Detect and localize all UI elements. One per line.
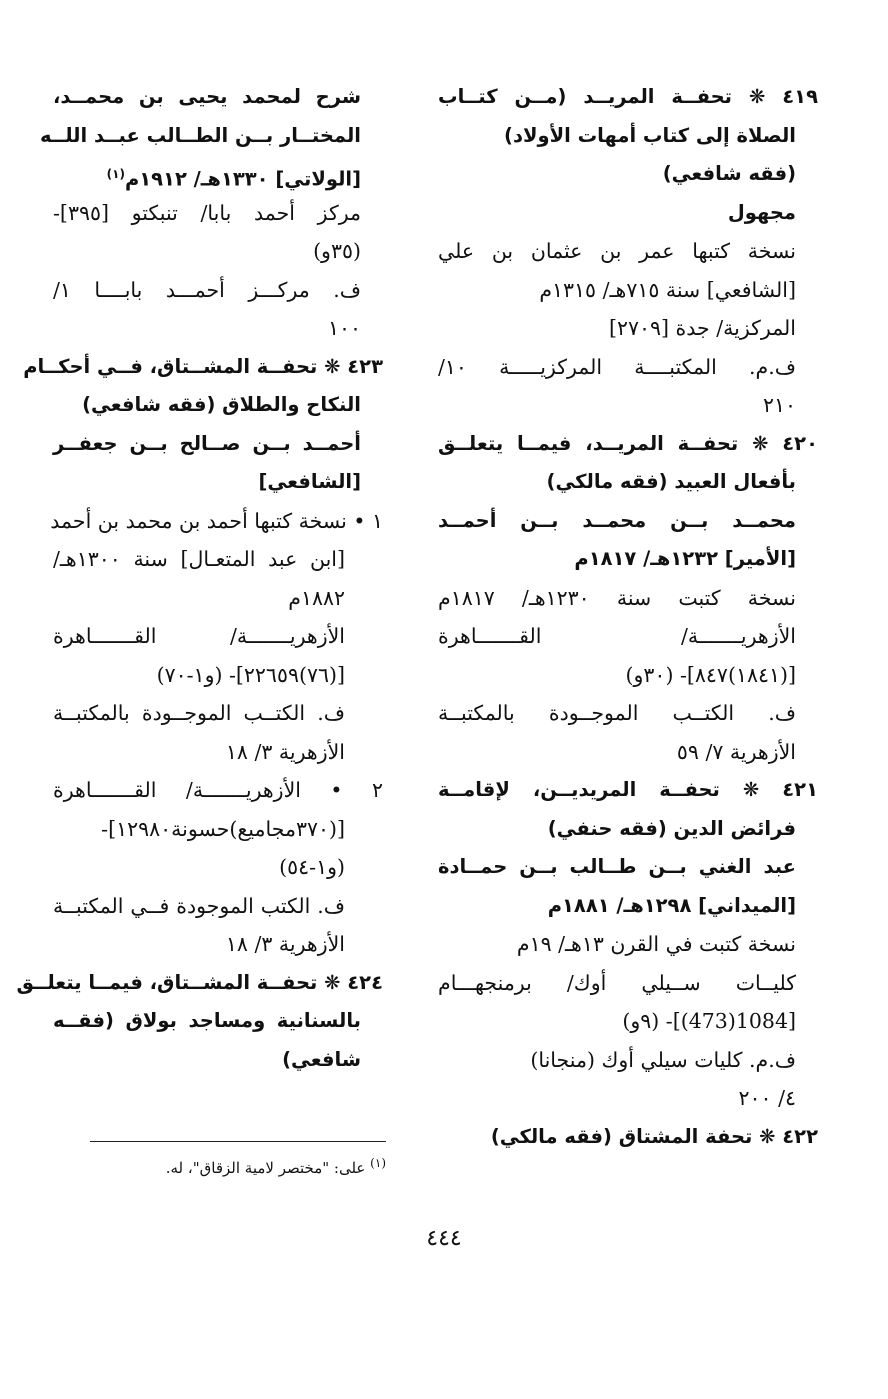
entry-424-subject: شافعي)	[282, 1047, 361, 1071]
entry-423-title-cont: النكاح والطلاق (فقه شافعي)	[82, 393, 361, 416]
entry-419-catalog-page: ٢١٠	[762, 393, 796, 417]
entry-420-title: ٤٢٠ ❋ تحفــة المريــد، فيمــا يتعلــق	[438, 431, 818, 455]
footnote-divider	[90, 1141, 386, 1142]
entry-422-author-cont: [الولاتي] ١٣٣٠هـ/ ١٩١٢م$^{(١)}$	[106, 167, 361, 191]
entry-423-copy-2-shelfmark: [(٣٧٠مجاميع)حسونة١٢٩٨٠]-	[101, 816, 345, 841]
entry-423-copy-2-folio: (و١-٥٤)	[279, 855, 345, 879]
entry-419-title: ٤١٩ ❋ تحفــة المريــد (مــن كتــاب	[438, 85, 818, 108]
entry-423-copy-2-catalog: ف. الكتب الموجودة فــي المكتبــة	[53, 893, 345, 918]
entry-419-library: المركزية/ جدة [٢٧٠٩]	[608, 316, 796, 340]
entry-422-catalog: ف. مركـــز أحمـــد بابــــا ١/	[53, 277, 361, 302]
entry-420-author: محمــد بــن محمــد بــن أحمــد	[438, 508, 796, 532]
footnote-text: على: "مختصر لامية الزقاق"، له.	[165, 1159, 366, 1177]
footnote-reference: (١)	[106, 167, 125, 181]
entry-424-title-cont: بالسنانية ومساجد بولاق (فقــه	[53, 1009, 361, 1032]
entry-419-subject: (فقه شافعي)	[662, 162, 796, 185]
footnote	[166, 1156, 386, 1177]
entry-423-copy-1-catalog-page: الأزهرية ٣/ ١٨	[225, 739, 345, 764]
entry-422-folio: (٣٥و)	[313, 239, 361, 263]
entry-423-copy-1-shelfmark: [(٧٦)٢٢٦٥٩]- (و١-٧٠)	[156, 662, 345, 687]
entry-422-commentary: شرح لمحمد يحيى بن محمــد،	[53, 85, 361, 108]
entry-420-author-cont: [الأمير] ١٢٣٢هـ/ ١٨١٧م	[574, 547, 796, 570]
entry-421-title-cont: فرائض الدين (فقه حنفي)	[547, 816, 796, 840]
right-column	[438, 78, 818, 1156]
entry-420-shelfmark: [(١٨٤١)٨٤٧]- (٣٠و)	[625, 662, 796, 687]
entry-422-author: المختــار بــن الطــالب عبــد اللــه	[40, 123, 361, 147]
entry-421-author: عبد الغني بــن طــالب بــن حمــادة	[438, 855, 796, 878]
entry-420-title-cont: بأفعال العبيد (فقه مالكي)	[546, 470, 796, 493]
entry-422-title: ٤٢٢ ❋ تحفة المشتاق (فقه مالكي)	[490, 1124, 818, 1148]
entry-421-copy: نسخة كتبت في القرن ١٣هـ/ ١٩م	[516, 932, 796, 956]
entry-420-catalog-page: الأزهرية ٧/ ٥٩	[676, 739, 796, 764]
entry-420-catalog: ف. الكتــب الموجــودة بالمكتبــة	[438, 701, 796, 725]
entry-421-shelfmark: [1084(473)]- (٩و)	[622, 1009, 796, 1033]
page-number: ٤٤٤	[426, 1226, 462, 1251]
left-column	[16, 78, 383, 1079]
entry-423-copy-1-catalog: ف. الكتــب الموجــودة بالمكتبــة	[53, 701, 345, 725]
entry-423-copy-1-date-cont: ١٨٨٢م	[288, 585, 345, 610]
entry-423-copy-1-date: [ابن عبد المتعـال] سنة ١٣٠٠هـ/	[53, 547, 345, 571]
entry-423-author-cont: [الشافعي]	[258, 470, 361, 493]
entry-420-copy: نسخة كتبت سنة ١٢٣٠هـ/ ١٨١٧م	[438, 585, 796, 610]
entry-419-author: مجهول	[727, 200, 796, 224]
entry-420-library: الأزهريـــــــة/ القـــــــاهرة	[438, 624, 796, 648]
entry-419-date: [الشافعي] سنة ٧١٥هـ/ ١٣١٥م	[539, 277, 796, 302]
entry-421-catalog: ف.م. كليات سيلي أوك (منجانا)	[530, 1047, 796, 1072]
entry-421-catalog-page: ٤/ ٢٠٠	[738, 1086, 796, 1110]
entry-421-library: كليــات ســيلي أوك/ برمنجهـــام	[438, 970, 796, 995]
entry-421-author-cont: [الميداني] ١٢٩٨هـ/ ١٨٨١م	[547, 893, 796, 917]
entry-423-copy-2-catalog-page: الأزهرية ٣/ ١٨	[225, 932, 345, 956]
entry-423-copy-2: ٢ • الأزهريـــــــة/ القـــــــاهرة	[53, 778, 383, 802]
entry-423-author: أحمــد بــن صــالح بــن جعفــر	[53, 431, 361, 455]
entry-419-title-cont: الصلاة إلى كتاب أمهات الأولاد)	[504, 123, 796, 147]
entry-423-copy-1: ١ • نسخة كتبها أحمد بن محمد بن أحمد	[50, 508, 383, 533]
entry-421-title: ٤٢١ ❋ تحفــة المريديــن، لإقامــة	[438, 778, 818, 801]
footnote-marker: (١)	[370, 1156, 386, 1170]
entry-423-copy-1-library: الأزهريـــــــة/ القـــــــاهرة	[53, 624, 345, 648]
entry-423-title: ٤٢٣ ❋ تحفــة المشــتاق، فــي أحكــام	[23, 354, 383, 378]
entry-419-copy: نسخة كتبها عمر بن عثمان بن علي	[438, 239, 796, 263]
entry-422-library: مركز أحمد بابا/ تنبكتو [٣٩٥]-	[53, 200, 361, 225]
entry-424-title: ٤٢٤ ❋ تحفــة المشــتاق، فيمــا يتعلــق	[16, 970, 383, 994]
entry-422-catalog-page: ١٠٠	[327, 316, 361, 340]
entry-419-catalog: ف.م. المكتبــــة المركزيـــــة ١٠/	[438, 354, 796, 379]
